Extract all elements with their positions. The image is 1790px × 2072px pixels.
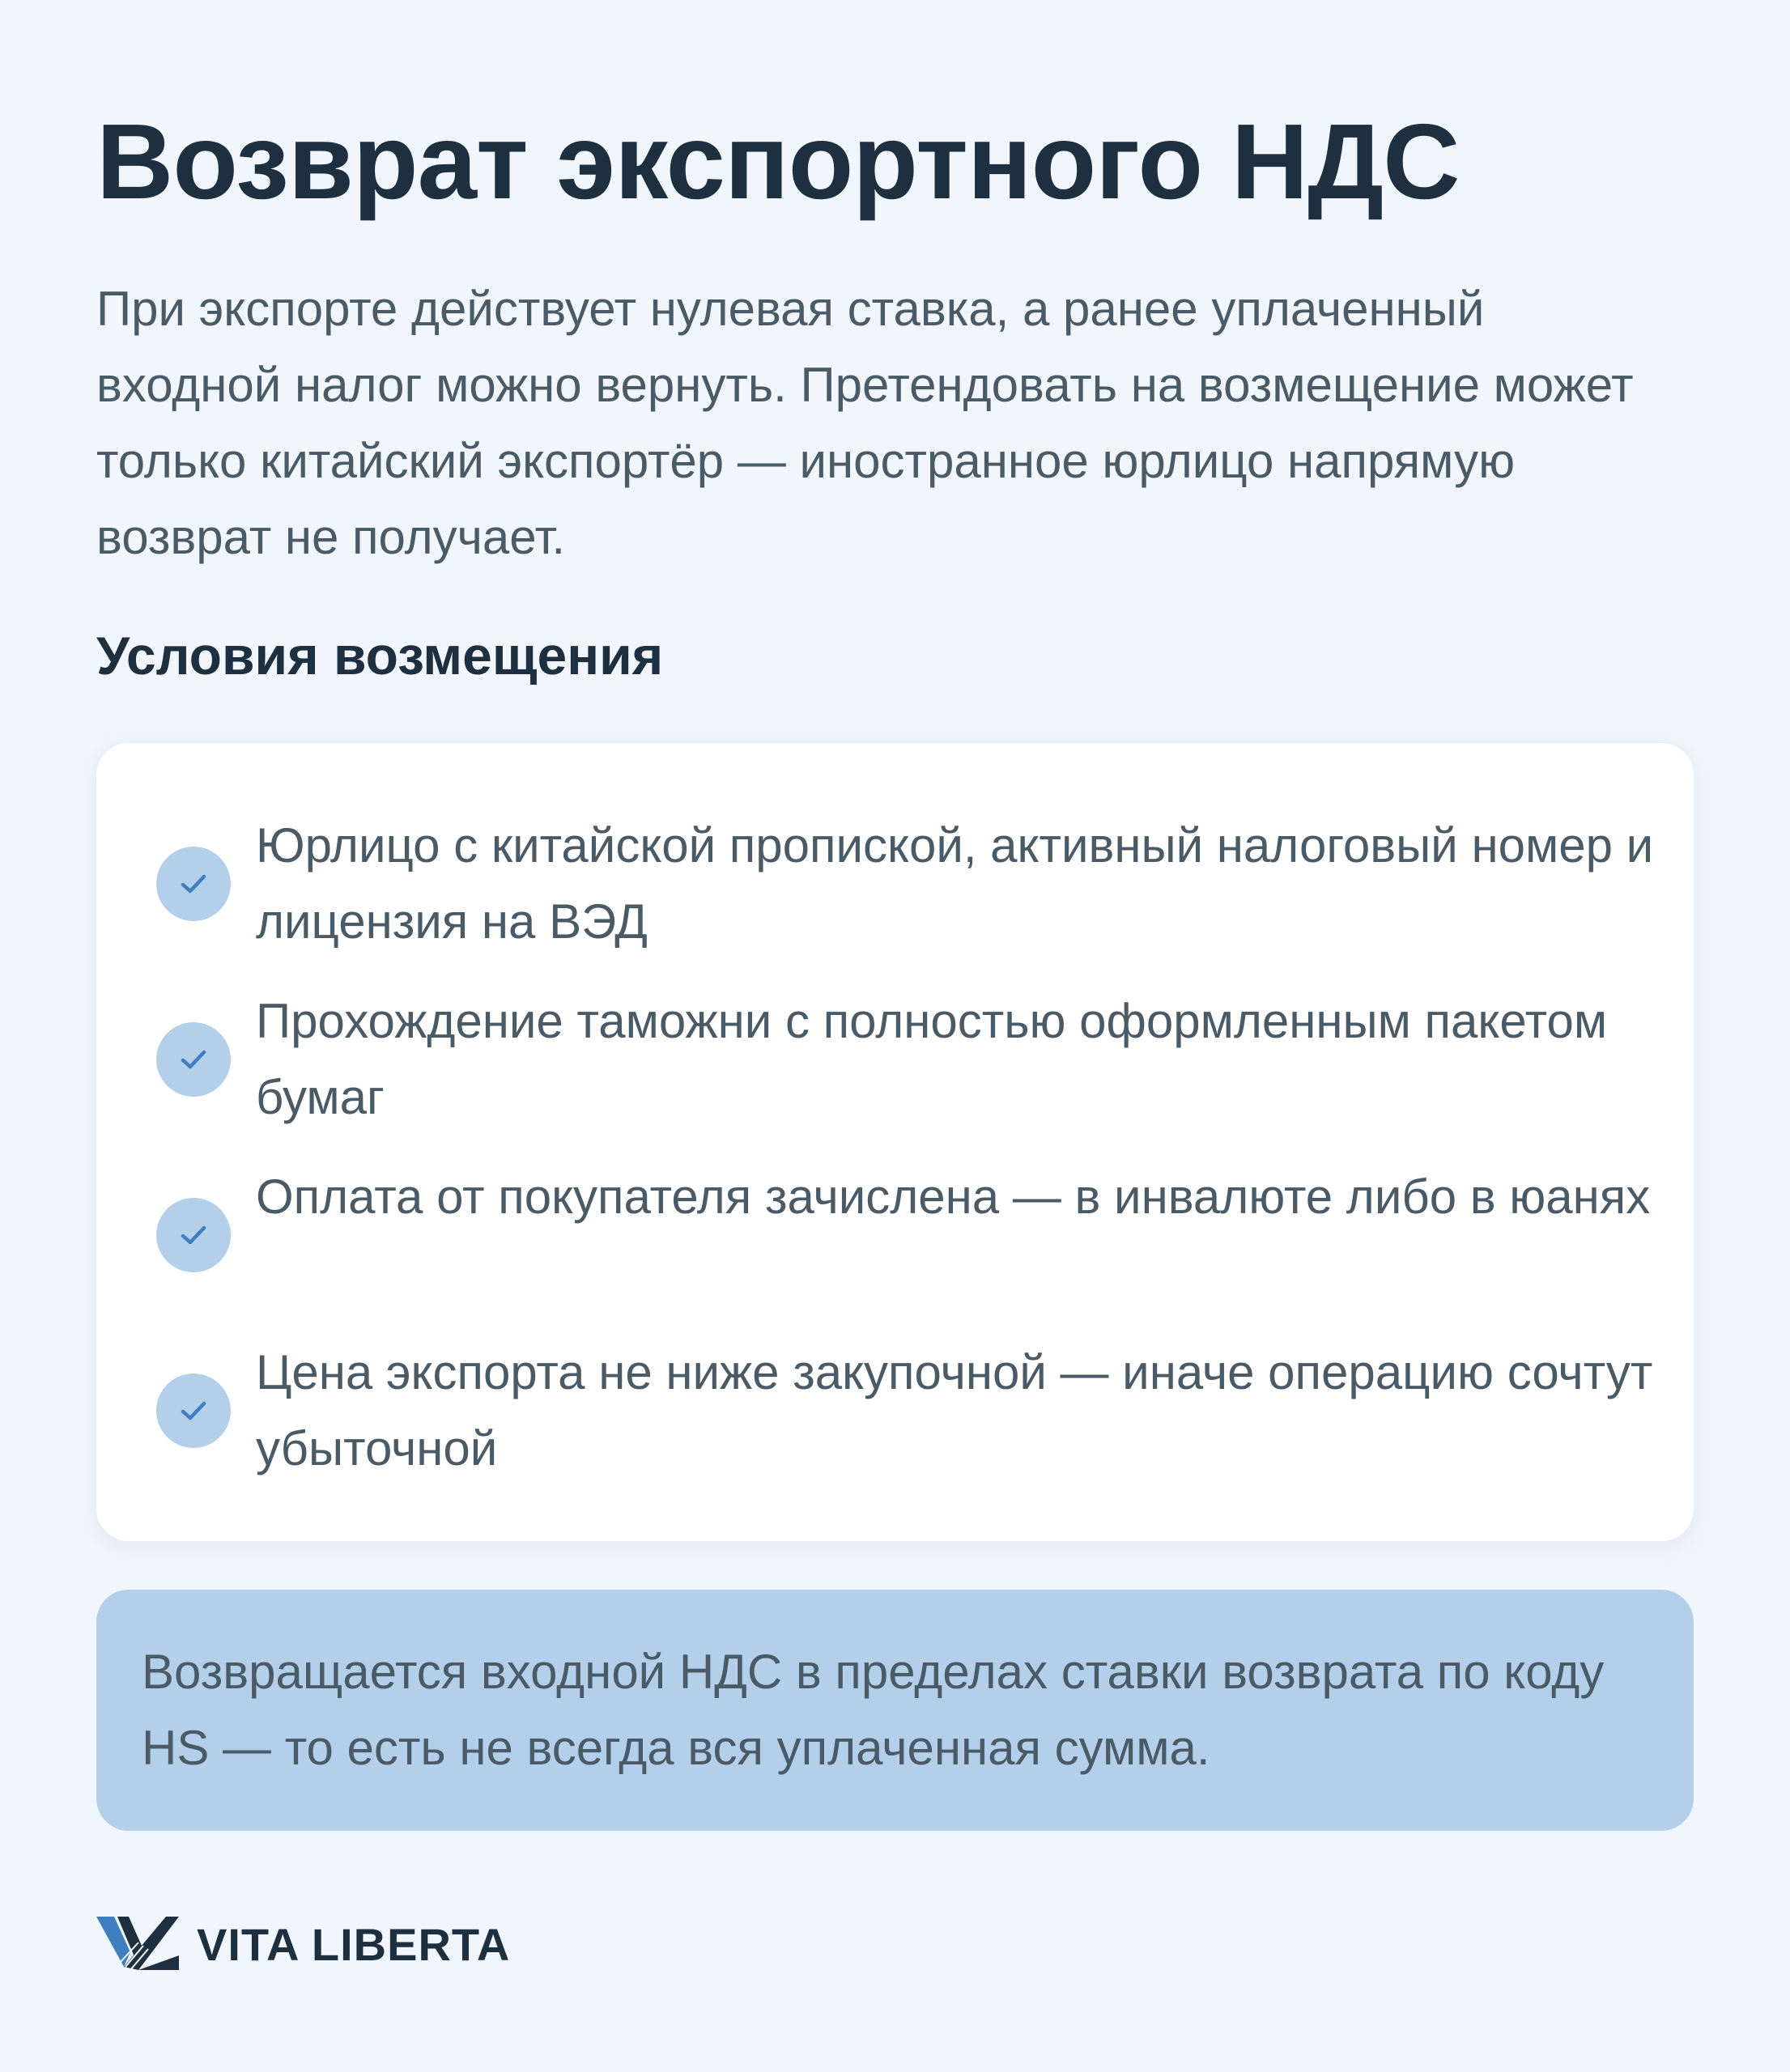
page [96, 0, 1694, 2072]
lead-paragraph: При экспорте действует нулевая ставка, а ранее уплаченный входной налог можно вернуть. Претендовать на возмещение может только китайский экспортёр — иностранное юрлицо напрямую возврат не получает. [96, 282, 1634, 564]
condition-text: Оплата от покупателя зачислена — в инвалюте либо в юанях [256, 1170, 1651, 1224]
info-note [96, 1590, 1694, 1831]
check-icon [156, 1374, 231, 1448]
conditions-heading: Условия возмещения [96, 626, 664, 686]
condition-item [96, 983, 1694, 1136]
condition-text: Цена экспорта не ниже закупочной — иначе операцию сочтут убыточной [256, 1345, 1653, 1475]
conditions-card [96, 743, 1694, 1541]
condition-item [96, 808, 1694, 960]
check-icon [156, 1198, 231, 1272]
condition-item [96, 1335, 1694, 1487]
brand-name: VITA LIBERTA [197, 1918, 511, 1970]
condition-text: Юрлицо с китайской пропиской, активный налоговый номер и лицензия на ВЭД [256, 818, 1654, 949]
check-icon [156, 1022, 231, 1097]
condition-item [96, 1159, 1694, 1311]
vita-liberta-logo-icon [96, 1913, 179, 1975]
page-title: Возврат экспортного НДС [96, 102, 1460, 221]
condition-text: Прохождение таможни с полностью оформленным пакетом бумаг [256, 994, 1608, 1124]
check-icon [156, 847, 231, 921]
brand-logo [96, 1912, 510, 1976]
info-note-text: Возвращается входной НДС в пределах ставки возврата по коду HS — то есть не всегда вся уплаченная сумма. [142, 1645, 1605, 1775]
